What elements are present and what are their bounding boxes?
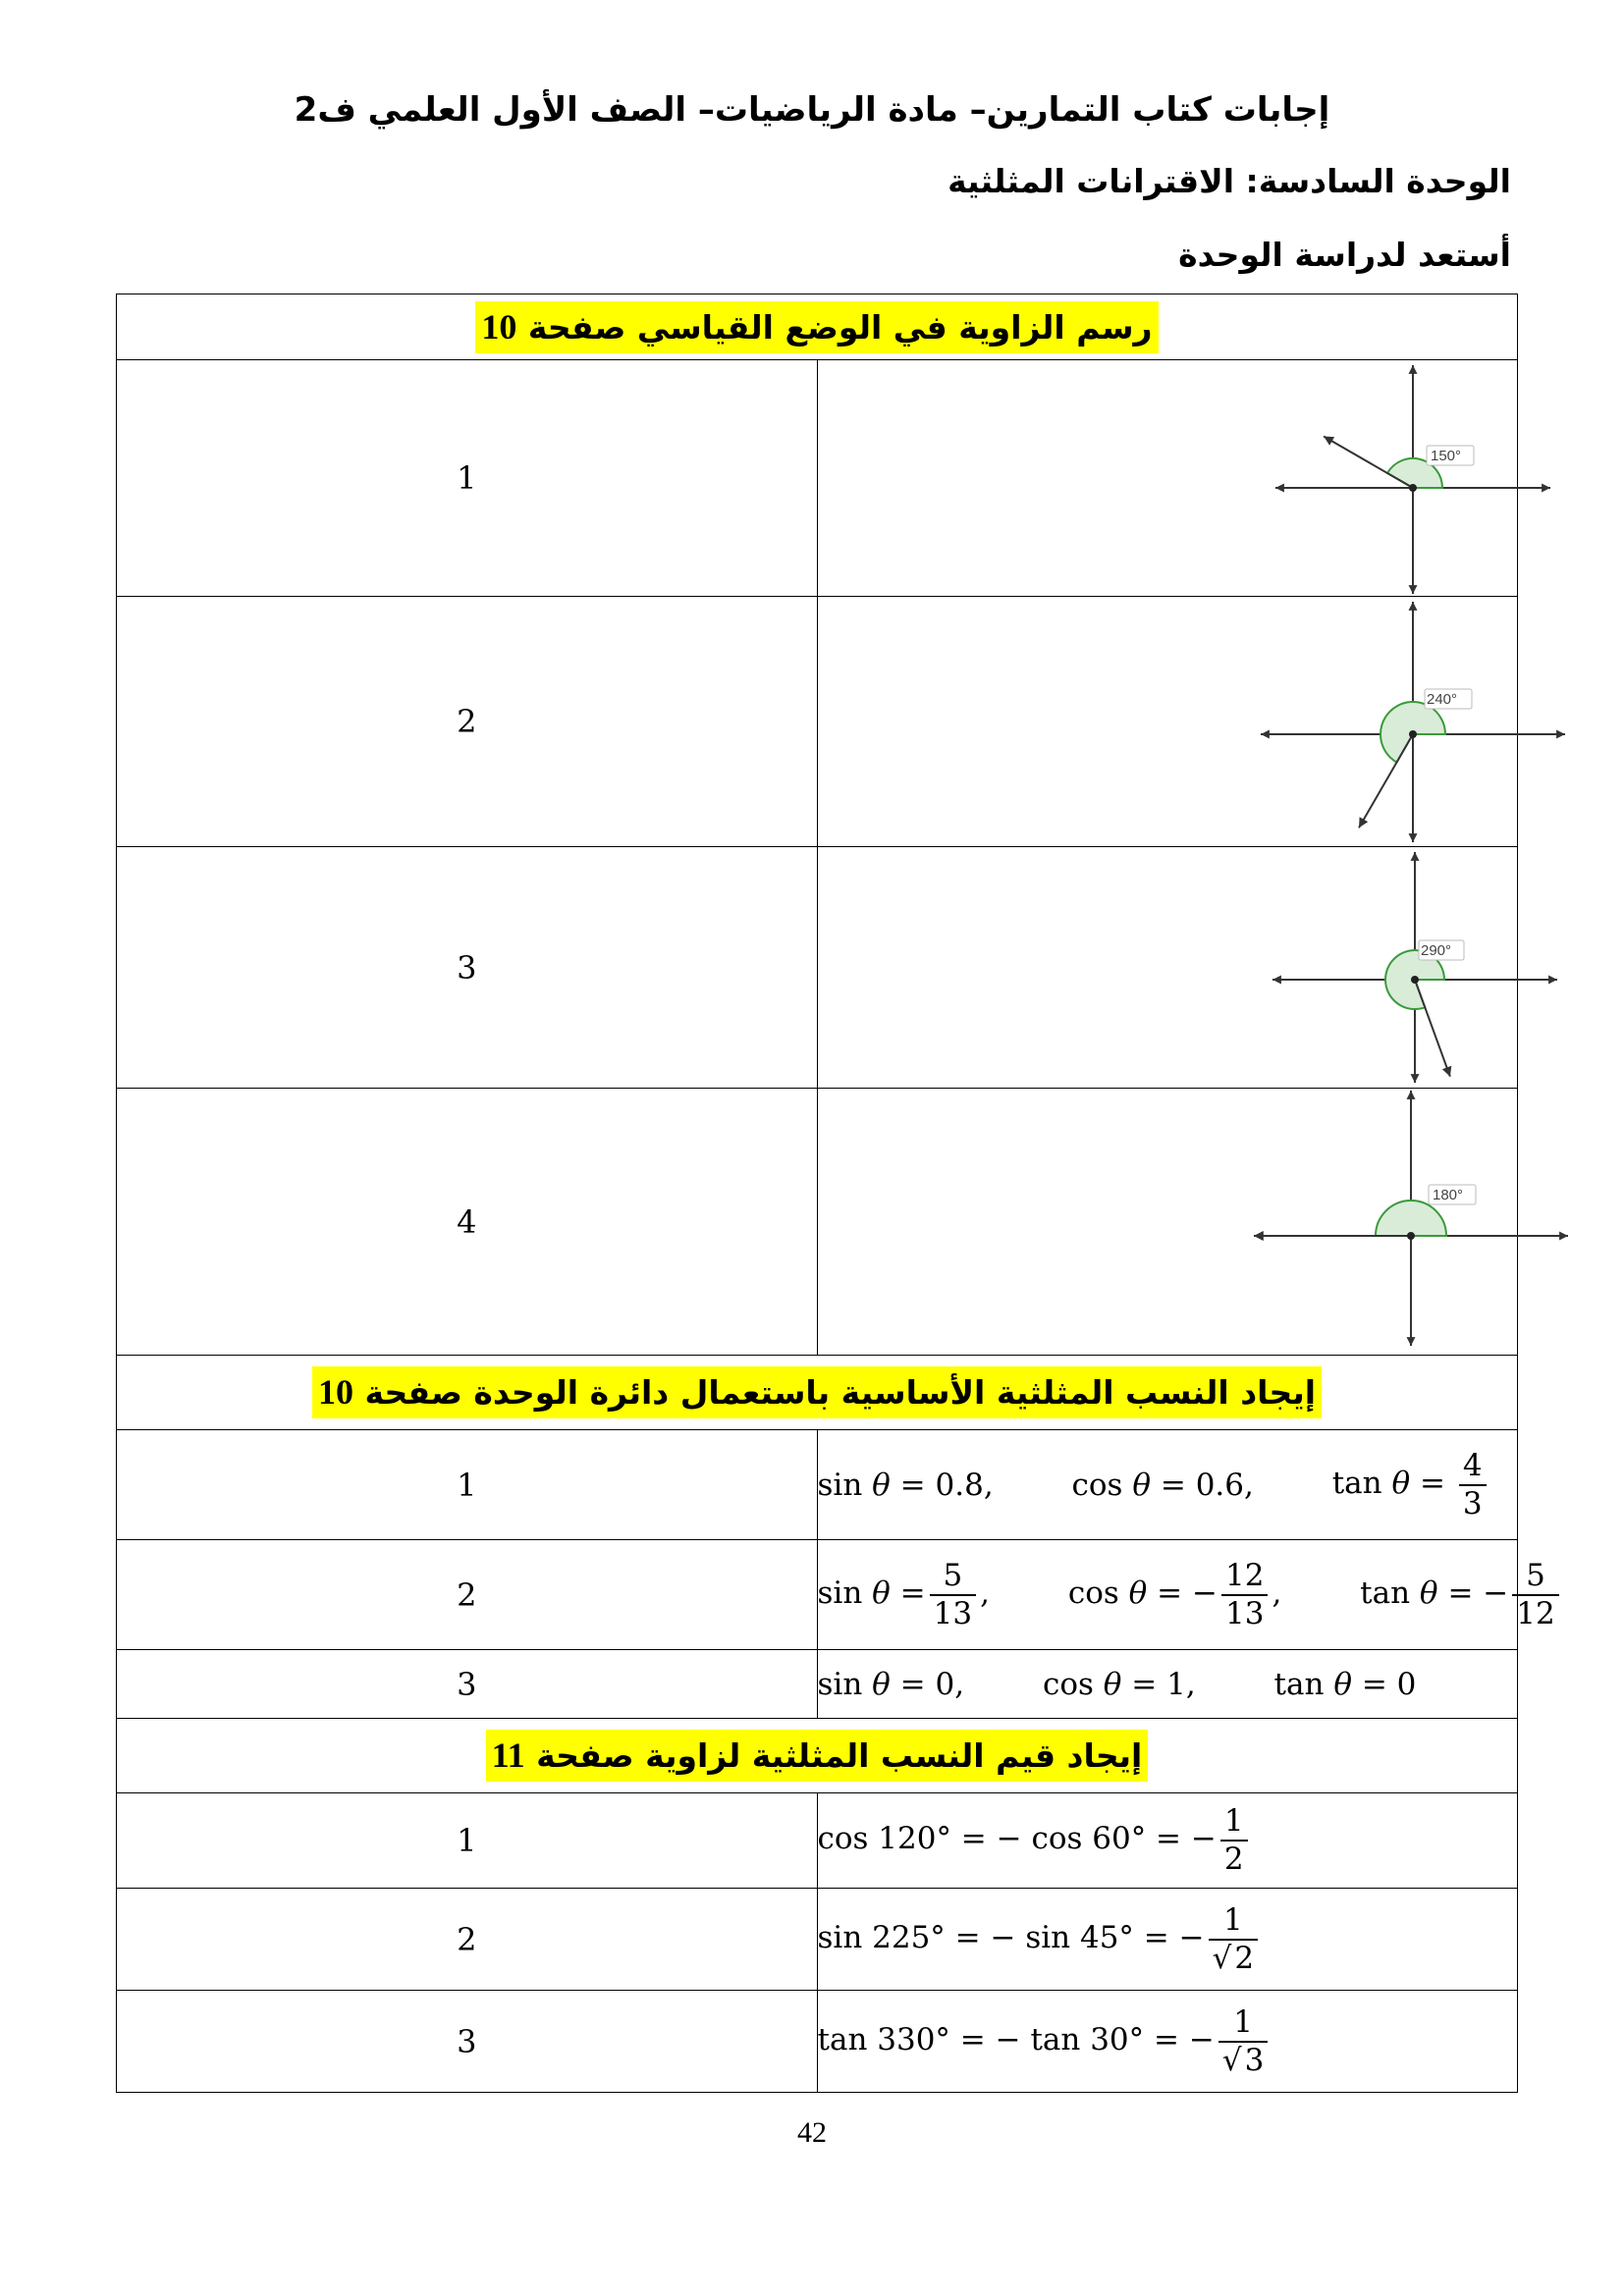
section-header — [117, 1719, 1518, 1793]
terminal-ray-arrowhead — [1254, 1231, 1264, 1241]
section-title-highlight — [486, 1730, 1149, 1782]
table-row — [117, 1650, 1518, 1719]
row-number: 3 — [117, 1991, 818, 2093]
radicand: 2 — [1234, 1940, 1255, 1976]
table-row — [117, 360, 1518, 597]
row-number: 3 — [117, 1650, 818, 1719]
axis-arrowhead — [1261, 730, 1270, 739]
numerator: 5 — [1526, 1557, 1545, 1593]
angle-diagram — [818, 1089, 1624, 1356]
sin-value: 0, — [935, 1667, 965, 1703]
axis-arrowhead — [1406, 1337, 1415, 1346]
unit-title: الوحدة السادسة: الاقترانات المثلثية — [947, 162, 1511, 200]
document-title: إجابات كتاب التمارين– مادة الرياضيات– الصف الأول العلمي ف2 — [294, 90, 1330, 130]
row-number: 1 — [117, 360, 818, 597]
fraction — [1218, 2003, 1269, 2078]
terminal-ray — [1415, 980, 1450, 1077]
angle-arc — [1376, 1201, 1446, 1236]
axis-arrowhead — [1410, 852, 1419, 861]
origin-point — [1409, 730, 1417, 738]
angle-figure-cell — [817, 847, 1518, 1089]
fraction — [1220, 1805, 1248, 1875]
sin-expression: sin θ = $\frac{5}{13}$ , — [817, 1557, 990, 1631]
denominator: 2 — [1220, 1840, 1248, 1876]
axis-arrowhead — [1410, 1074, 1419, 1083]
angle-figure-cell — [817, 597, 1518, 847]
denominator: 12 — [1512, 1594, 1558, 1630]
angle-diagram — [818, 360, 1624, 597]
row-number: 2 — [117, 597, 818, 847]
fraction — [1221, 1557, 1268, 1631]
equation-cell — [817, 1540, 1555, 1650]
origin-point — [1411, 976, 1419, 984]
axis-arrowhead — [1408, 585, 1417, 594]
row-number: 2 — [117, 1889, 818, 1991]
section-title-highlight — [312, 1366, 1322, 1418]
table-row — [117, 1793, 1518, 1889]
tan-expression: tan θ = − $\frac{5}{12}$ — [1360, 1560, 1563, 1629]
angle-label: 290° — [1420, 942, 1451, 959]
table-row — [117, 1430, 1518, 1540]
table-row — [117, 1991, 1518, 2093]
section-title-text: رسم الزاوية في الوضع القياسي صفحة — [516, 307, 1153, 347]
fraction — [1209, 1901, 1259, 1976]
denominator: 13 — [1221, 1594, 1268, 1630]
axis-arrowhead — [1408, 833, 1417, 842]
equation-lhs: tan 330° = − tan 30° = − — [817, 2022, 1215, 2057]
equation-cell — [817, 1650, 1518, 1719]
axis-arrowhead — [1559, 1232, 1568, 1241]
axis-arrowhead — [1272, 976, 1281, 985]
equation-lhs: cos 120° = − cos 60° = − — [817, 1821, 1217, 1857]
angle-label: 150° — [1430, 448, 1461, 464]
equation-cell — [817, 1889, 1518, 1991]
row-number: 1 — [117, 1793, 818, 1889]
numerator: 4 — [1462, 1447, 1483, 1483]
sin-expression: sin θ = 0, — [817, 1667, 965, 1703]
cos-expression: cos θ = − $\frac{12}{13}$ , — [1067, 1557, 1282, 1631]
section-title-page: 10 — [317, 1372, 353, 1412]
equation-cell — [817, 1991, 1518, 2093]
angle-label: 180° — [1432, 1187, 1463, 1203]
answers-table — [116, 294, 1555, 2093]
table-row — [117, 597, 1518, 847]
denominator: 13 — [930, 1594, 976, 1630]
row-number: 1 — [117, 1430, 818, 1540]
section-header-row — [117, 294, 1518, 360]
equation-cell — [817, 1793, 1518, 1889]
denominator: 3 — [1459, 1484, 1487, 1521]
section-header — [117, 294, 1518, 360]
axis-arrowhead — [1406, 1091, 1415, 1099]
axis-arrowhead — [1556, 730, 1565, 739]
denominator: √3 — [1218, 2041, 1269, 2077]
table-row — [117, 1089, 1518, 1356]
numerator: 1 — [1222, 1901, 1243, 1938]
row-number: 2 — [117, 1540, 818, 1650]
angle-label: 240° — [1426, 691, 1457, 708]
sin-value: 0.8, — [935, 1467, 994, 1503]
cos-expression: cos θ = 1, — [1042, 1667, 1196, 1703]
axis-arrowhead — [1408, 602, 1417, 611]
tan-expression: tan θ = 0 — [1273, 1667, 1417, 1703]
numerator: 12 — [1224, 1557, 1265, 1593]
equation-lhs: sin 225° = − sin 45° = − — [817, 1920, 1205, 1955]
angle-figure-cell — [817, 360, 1518, 597]
section-title-highlight — [475, 301, 1158, 353]
fraction — [1459, 1447, 1487, 1522]
origin-point — [1407, 1232, 1415, 1240]
numerator: 1 — [1233, 2003, 1253, 2040]
axis-arrowhead — [1548, 976, 1557, 985]
axis-arrowhead — [1275, 484, 1284, 493]
numerator: 5 — [943, 1557, 963, 1593]
angle-diagram — [818, 597, 1624, 847]
denominator: √2 — [1209, 1939, 1259, 1975]
origin-point — [1409, 484, 1417, 492]
section-title-text: إيجاد قيم النسب المثلثية لزاوية صفحة — [524, 1736, 1143, 1775]
table-row — [117, 1889, 1518, 1991]
row-number: 3 — [117, 847, 818, 1089]
tan-value: 0 — [1396, 1667, 1417, 1703]
radicand: 3 — [1244, 2042, 1265, 2078]
cos-value: 1, — [1166, 1667, 1196, 1703]
angle-figure-cell — [817, 1089, 1518, 1356]
section-header — [117, 1356, 1518, 1430]
tan-expression: tan θ = $\frac{4}{3}$ — [1332, 1450, 1490, 1520]
section-header-row — [117, 1719, 1518, 1793]
fraction — [930, 1557, 976, 1631]
angle-diagram — [818, 847, 1624, 1089]
cos-expression: cos θ = 0.6, — [1071, 1467, 1254, 1503]
prep-section-title: أستعد لدراسة الوحدة — [1178, 236, 1511, 274]
section-title-page: 10 — [481, 306, 517, 347]
fraction — [1512, 1557, 1558, 1631]
section-header-row — [117, 1356, 1518, 1430]
table-row — [117, 847, 1518, 1089]
axis-arrowhead — [1408, 365, 1417, 374]
cos-value: 0.6, — [1195, 1467, 1254, 1503]
table-row — [117, 1540, 1518, 1650]
axis-arrowhead — [1542, 484, 1550, 493]
page-number: 42 — [797, 2116, 827, 2149]
numerator: 1 — [1223, 1803, 1244, 1840]
section-title-text: إيجاد النسب المثلثية الأساسية باستعمال دائرة الوحدة صفحة — [352, 1373, 1317, 1412]
section-title-page: 11 — [491, 1735, 525, 1775]
sin-expression: sin θ = 0.8, — [817, 1467, 994, 1503]
equation-cell — [817, 1430, 1518, 1540]
row-number: 4 — [117, 1089, 818, 1356]
